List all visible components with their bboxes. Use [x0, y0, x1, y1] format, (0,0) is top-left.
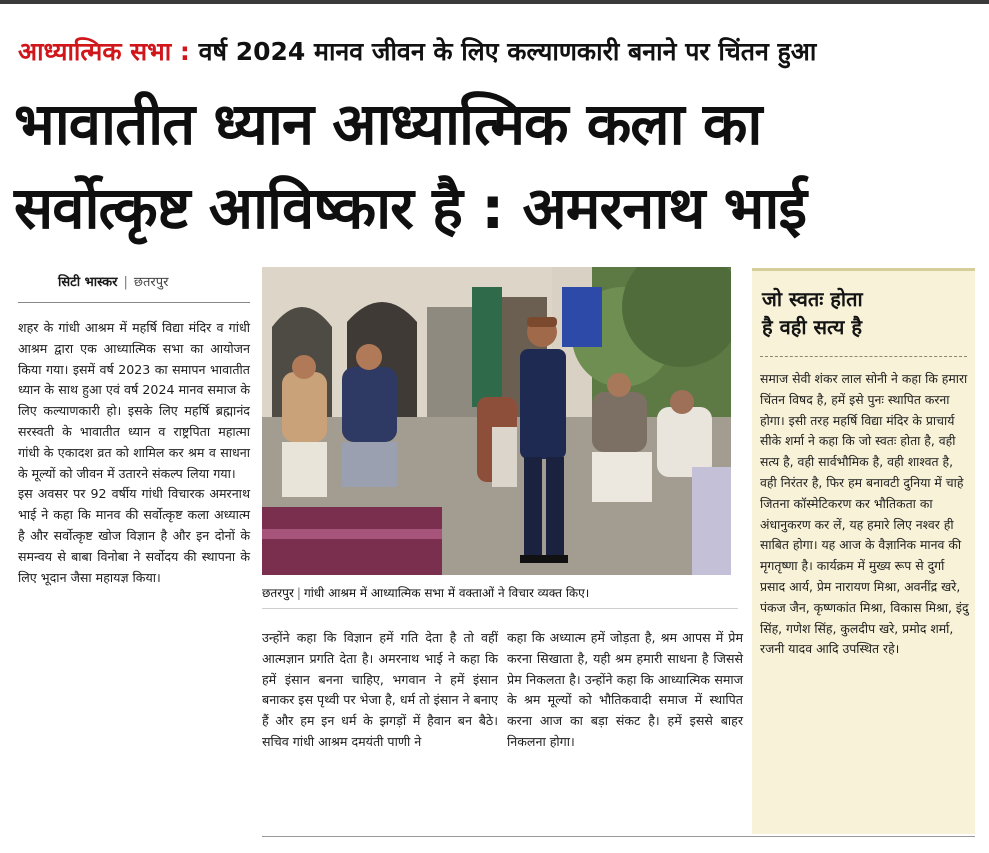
news-photo [262, 267, 731, 575]
sidebar-box [752, 268, 975, 834]
sidebar-heading-line-2: है वही सत्य है [762, 315, 862, 339]
byline-source: सिटी भास्कर [58, 275, 118, 290]
sidebar-paragraph: समाज सेवी शंकर लाल सोनी ने कहा कि हमारा चिंतन विषद है, हमें इसे पुनः स्थापित करना होगा। इसी तरह महर्षि विद्या मंदिर के प्राचार्य सीके शर्मा ने कहा कि जो स्वतः होता है, वही सत्य है, वही सार्वभौमिक है, वही शाश्वत है, वही निरंतर है, फिर हम बनावटी दुनिया में चाहे जितना कॉस्मेटिकरण कर भौतिकता का अंधानुकरण कर लें, यह हमारे लिए नश्वर ही साबित होगा। यह आज के वैज्ञानिक मानव की मृगतृष्णा है। कार्यक्रम में मुख्य रूप से दुर्गा प्रसाद आर्य, प्रेम नारायण मिश्रा, अवनींद्र खरे, पंकज जैन, कृष्णकांत मिश्रा, विकास मिश्रा, इंदु सिंह, गणेश सिंह, कुलदीप खरे, प्रमोद शर्मा, रजनी यादव आदि उपस्थित रहे। [760, 371, 969, 657]
article-paragraph-2: इस अवसर पर 92 वर्षीय गांधी विचारक अमरनाथ भाई ने कहा कि मानव की सर्वोत्कृष्ट कला अध्यात्म है और सर्वोत्कृष्ट खोज विज्ञान है और इन दोनों के समन्वय से बाबा विनोबा ने सर्वोदय की स्थापना के लिए भूदान जैसा महायज्ञ किया। [18, 486, 250, 585]
byline-rule [18, 302, 250, 303]
article-paragraph-3: उन्होंने कहा कि विज्ञान हमें गति देता है तो वहीं आत्मज्ञान प्रगति देता है। अमरनाथ भाई ने कहा कि हमें इंसान बनना चाहिए, भगवान ने हमें इंसान बनाकर इस पृथ्वी पर भेजा है, धर्म तो इंसान ने बनाए हैं और हम इन धर्म के झगड़ों में हैवान बन बैठे। सचिव गांधी आश्रम दमयंती पाणी ने [262, 630, 498, 749]
photo-caption [262, 578, 738, 609]
headline-line-2: सर्वोत्कृष्ट आविष्कार है : अमरनाथ भाई [14, 174, 806, 242]
kicker-line [18, 34, 978, 70]
kicker-label: आध्यात्मिक सभा : [18, 37, 190, 66]
headline-line-1: भावातीत ध्यान आध्यात्मिक कला का [14, 90, 762, 158]
byline-location: छतरपुर [133, 275, 169, 290]
top-border [0, 0, 989, 4]
byline [58, 271, 168, 295]
headline [14, 82, 984, 250]
sidebar-heading [762, 285, 962, 341]
sidebar-divider [760, 356, 967, 357]
caption-text: गांधी आश्रम में आध्यात्मिक सभा में वक्ताओं ने विचार व्यक्त किए। [303, 586, 590, 600]
article-column-3 [507, 628, 743, 753]
caption-location: छतरपुर [262, 586, 294, 600]
photo-illustration [262, 267, 731, 575]
bottom-rule [262, 836, 975, 837]
article-paragraph-1: शहर के गांधी आश्रम में महर्षि विद्या मंदिर व गांधी आश्रम द्वारा एक आध्यात्मिक सभा का आयोजन किया गया। इसमें वर्ष 2023 का समापन भावातीत ध्यान के साथ हुआ एवं वर्ष 2024 मानव समाज के लिए कल्याणकारी हो। इसके लिए महर्षि ब्रह्मानंद सरस्वती के भावातीत ध्यान व राष्ट्रपिता महात्मा गांधी के एकादश व्रत को शामिल कर श्रम व साधना के मूल्यों को जीवन में उतारने संकल्प लिया गया। [18, 320, 250, 481]
article-column-1 [18, 318, 250, 588]
sidebar-heading-line-1: जो स्वतः होता [762, 287, 863, 311]
byline-separator: | [123, 275, 128, 290]
caption-separator: | [296, 586, 301, 600]
article-column-2 [262, 628, 498, 753]
sidebar-body [760, 369, 969, 660]
kicker-text: वर्ष 2024 मानव जीवन के लिए कल्याणकारी बनाने पर चिंतन हुआ [198, 37, 817, 66]
article-paragraph-4: कहा कि अध्यात्म हमें जोड़ता है, श्रम आपस में प्रेम करना सिखाता है, यही श्रम हमारी साधना है जिससे प्रेम निकलता है। उन्होंने कहा कि आध्यात्मिक समाज के श्रम मूल्यों को भौतिकवादी समाज में स्थापित करना आज का बड़ा संकट है। हमें इससे बाहर निकलना होगा। [507, 630, 743, 749]
